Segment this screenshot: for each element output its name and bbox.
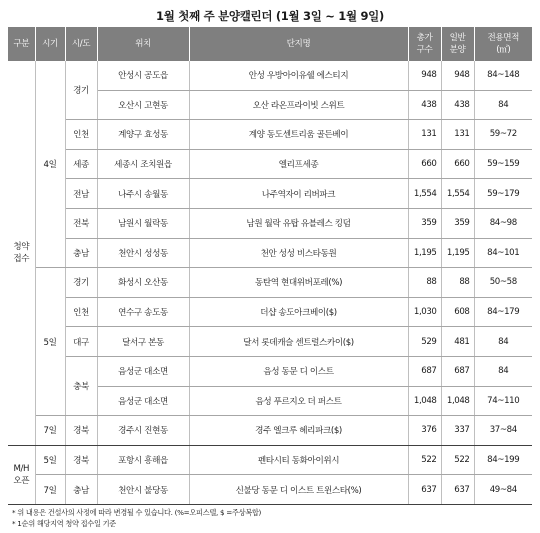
general-cell: 131 [441, 120, 474, 150]
region-cell: 경북 [65, 416, 97, 446]
area-cell: 84~98 [474, 208, 532, 238]
general-cell: 948 [441, 61, 474, 90]
general-cell: 608 [441, 297, 474, 327]
complex-cell: 나주역자이 리버파크 [189, 179, 408, 209]
area-cell: 84~101 [474, 238, 532, 268]
total-cell: 637 [408, 475, 441, 505]
total-cell: 1,195 [408, 238, 441, 268]
general-cell: 359 [441, 208, 474, 238]
header-sido: 시/도 [65, 27, 97, 61]
group-cell: M/H오픈 [8, 445, 35, 504]
total-cell: 1,030 [408, 297, 441, 327]
complex-cell: 엘리프세종 [189, 149, 408, 179]
table-row [8, 238, 532, 268]
general-cell: 481 [441, 327, 474, 357]
region-cell: 충남 [65, 238, 97, 268]
area-cell: 59~159 [474, 149, 532, 179]
area-cell: 84 [474, 327, 532, 357]
general-cell: 1,554 [441, 179, 474, 209]
table-row [8, 208, 532, 238]
total-cell: 948 [408, 61, 441, 90]
table-row [8, 61, 532, 90]
location-cell: 오산시 고현동 [97, 90, 189, 120]
table-row [8, 120, 532, 150]
header-area: 전용면적(㎡) [474, 27, 532, 61]
table-row [8, 149, 532, 179]
table-row [8, 475, 532, 505]
area-cell: 84 [474, 356, 532, 386]
location-cell: 계양구 효성동 [97, 120, 189, 150]
region-cell: 전남 [65, 179, 97, 209]
area-cell: 49~84 [474, 475, 532, 505]
total-cell: 1,048 [408, 386, 441, 416]
location-cell: 세종시 조치원읍 [97, 149, 189, 179]
area-cell: 84~179 [474, 297, 532, 327]
table-row [8, 268, 532, 298]
total-cell: 1,554 [408, 179, 441, 209]
general-cell: 1,048 [441, 386, 474, 416]
total-cell: 687 [408, 356, 441, 386]
table-row [8, 297, 532, 327]
footnote: * 위 내용은 건설사의 사정에 따라 변경될 수 있습니다. (%=오피스텔, $ =주상복합) [12, 508, 262, 517]
region-cell: 인천 [65, 120, 97, 150]
location-cell: 천안시 성성동 [97, 238, 189, 268]
area-cell: 50~58 [474, 268, 532, 298]
location-cell: 화성시 오산동 [97, 268, 189, 298]
general-cell: 88 [441, 268, 474, 298]
table-row [8, 356, 532, 386]
complex-cell: 경주 엘크루 헤리파크($) [189, 416, 408, 446]
region-cell: 경북 [65, 445, 97, 475]
header-location: 위치 [97, 27, 189, 61]
region-cell: 경기 [65, 61, 97, 120]
complex-cell: 음성 동문 디 이스트 [189, 356, 408, 386]
header-complex: 단지명 [189, 27, 408, 61]
location-cell: 남원시 월락동 [97, 208, 189, 238]
region-cell: 세종 [65, 149, 97, 179]
time-cell: 7일 [35, 416, 65, 446]
location-cell: 포항시 흥해읍 [97, 445, 189, 475]
table-header-row [8, 27, 532, 61]
area-cell: 59~179 [474, 179, 532, 209]
total-cell: 131 [408, 120, 441, 150]
region-cell: 경기 [65, 268, 97, 298]
general-cell: 337 [441, 416, 474, 446]
complex-cell: 남원 월락 유탑 유블레스 킹덤 [189, 208, 408, 238]
area-cell: 84~148 [474, 61, 532, 90]
total-cell: 359 [408, 208, 441, 238]
total-cell: 529 [408, 327, 441, 357]
complex-cell: 안성 우방아이유쉘 에스티지 [189, 61, 408, 90]
region-cell: 대구 [65, 327, 97, 357]
complex-cell: 동탄역 현대위버포레(%) [189, 268, 408, 298]
total-cell: 660 [408, 149, 441, 179]
header-total: 총가구수 [408, 27, 441, 61]
total-cell: 376 [408, 416, 441, 446]
time-cell: 7일 [35, 475, 65, 505]
complex-cell: 달서 롯데캐슬 센트럴스카이($) [189, 327, 408, 357]
complex-cell: 더샵 송도아크베이($) [189, 297, 408, 327]
header-gubun: 구분 [8, 27, 35, 61]
complex-cell: 펜타시티 동화아이위시 [189, 445, 408, 475]
general-cell: 522 [441, 445, 474, 475]
area-cell: 74~110 [474, 386, 532, 416]
footnote: * 1순위 해당지역 청약 접수일 기준 [12, 518, 116, 528]
area-cell: 84~199 [474, 445, 532, 475]
table-row [8, 327, 532, 357]
location-cell: 경주시 진현동 [97, 416, 189, 446]
table-row [8, 445, 532, 475]
footnotes [12, 508, 261, 529]
total-cell: 88 [408, 268, 441, 298]
table-row [8, 416, 532, 446]
time-cell: 4일 [35, 61, 65, 268]
header-general: 일반분양 [441, 27, 474, 61]
total-cell: 522 [408, 445, 441, 475]
general-cell: 637 [441, 475, 474, 505]
area-cell: 37~84 [474, 416, 532, 446]
complex-cell: 계양 동도센트리움 골든베이 [189, 120, 408, 150]
complex-cell: 천안 성성 비스타동원 [189, 238, 408, 268]
location-cell: 달서구 본동 [97, 327, 189, 357]
location-cell: 음성군 대소면 [97, 356, 189, 386]
group-cell: 청약접수 [8, 61, 35, 445]
general-cell: 1,195 [441, 238, 474, 268]
page-title: 1월 첫째 주 분양캘린더 (1월 3일 ~ 1월 9일) [156, 9, 384, 23]
region-cell: 충북 [65, 356, 97, 415]
complex-cell: 음성 푸르지오 더 퍼스트 [189, 386, 408, 416]
header-sigi: 시기 [35, 27, 65, 61]
location-cell: 음성군 대소면 [97, 386, 189, 416]
time-cell: 5일 [35, 268, 65, 416]
region-cell: 충남 [65, 475, 97, 505]
location-cell: 나주시 송월동 [97, 179, 189, 209]
general-cell: 687 [441, 356, 474, 386]
area-cell: 84 [474, 90, 532, 120]
general-cell: 660 [441, 149, 474, 179]
location-cell: 연수구 송도동 [97, 297, 189, 327]
time-cell: 5일 [35, 445, 65, 475]
complex-cell: 오산 라온프라이빗 스위트 [189, 90, 408, 120]
region-cell: 인천 [65, 297, 97, 327]
location-cell: 천안시 불당동 [97, 475, 189, 505]
table-row [8, 179, 532, 209]
schedule-table [8, 27, 532, 505]
location-cell: 안성시 공도읍 [97, 61, 189, 90]
complex-cell: 신불당 동문 디 이스트 트윈스타(%) [189, 475, 408, 505]
region-cell: 전북 [65, 208, 97, 238]
total-cell: 438 [408, 90, 441, 120]
area-cell: 59~72 [474, 120, 532, 150]
general-cell: 438 [441, 90, 474, 120]
